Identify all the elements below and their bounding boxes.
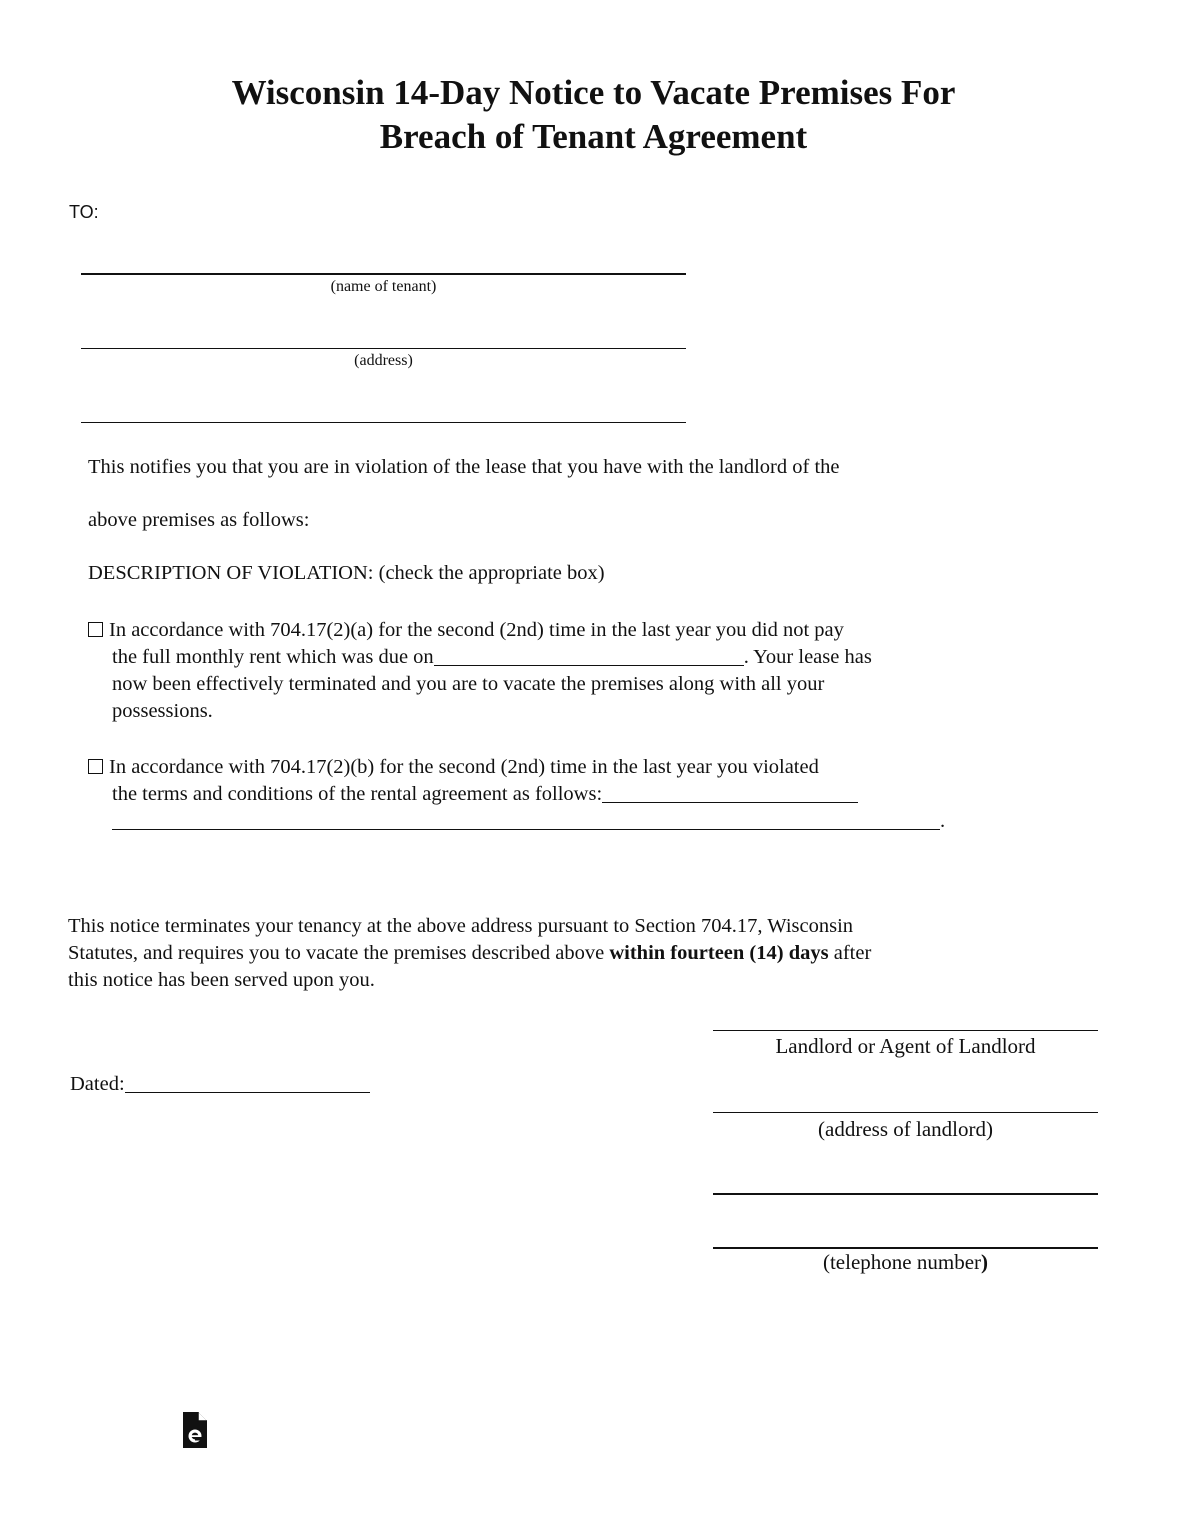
landlord-address-caption: (address of landlord) [818,1117,993,1141]
option-a-rent-due-label: the full monthly rent which was due on [112,646,434,668]
violation-terms-blank-2[interactable] [112,811,940,830]
option-b-checkbox[interactable] [88,759,103,774]
option-b-line-3 [112,808,945,835]
option-b-text: In accordance with 704.17(2)(b) for the second (2nd) time in the last year you violated [109,756,819,778]
notice-line-3: this notice has been served upon you. [68,969,375,991]
option-a-text: In accordance with 704.17(2)(a) for the second (2nd) time in the last year you did not pay [109,619,844,641]
option-a-line-4: possessions. [112,700,213,722]
dated-row [70,1071,370,1098]
document-title-line-2: Breach of Tenant Agreement [379,117,808,156]
tenant-address-line-2[interactable] [81,422,686,423]
tenant-address-line[interactable] [81,348,686,349]
dated-label: Dated: [70,1073,125,1095]
option-b-line-1 [88,754,819,781]
option-b-line-2 [112,781,858,808]
violation-terms-blank[interactable] [602,784,858,803]
landlord-address-line[interactable] [713,1112,1098,1113]
telephone-caption-close: ) [981,1250,989,1274]
notice-line-2-text: Statutes, and requires you to vacate the premises described above [68,942,610,964]
option-a-line-3: now been effectively terminated and you are to vacate the premises along with all your [112,673,825,695]
notice-line-1: This notice terminates your tenancy at the above address pursuant to Section 704.17, Wisconsin [68,915,854,937]
option-a-line-2 [112,644,872,671]
landlord-address-line-2[interactable] [713,1193,1098,1195]
tenant-name-line[interactable] [81,273,686,275]
document-title-line-1: Wisconsin 14-Day Notice to Vacate Premises For [231,73,956,112]
telephone-line[interactable] [713,1247,1098,1249]
option-a-lease-text: . Your lease has [743,646,872,668]
notice-line-2 [68,940,871,967]
landlord-signature-line[interactable] [713,1030,1098,1031]
option-a-checkbox[interactable] [88,622,103,637]
intro-line-2: above premises as follows: [88,509,310,531]
telephone-caption-text: (telephone number [822,1250,982,1274]
rent-due-date-blank[interactable] [434,647,744,666]
landlord-caption: Landlord or Agent of Landlord [775,1034,1036,1058]
option-a-line-1 [88,617,844,644]
tenant-address-caption: (address) [354,352,413,369]
to-label: TO: [69,202,99,222]
option-b-period: . [940,810,946,832]
dated-blank[interactable] [125,1074,370,1093]
violation-heading: DESCRIPTION OF VIOLATION: (check the appropriate box) [88,562,605,584]
intro-line-1: This notifies you that you are in violation of the lease that you have with the landlord of the [88,456,840,478]
notice-line-2-after: after [828,942,872,964]
option-b-terms-label: the terms and conditions of the rental agreement as follows: [112,783,603,805]
eforms-logo-icon [181,1411,208,1449]
telephone-caption [713,1250,1098,1275]
notice-deadline: within fourteen (14) days [609,942,829,964]
tenant-name-caption: (name of tenant) [330,278,437,295]
